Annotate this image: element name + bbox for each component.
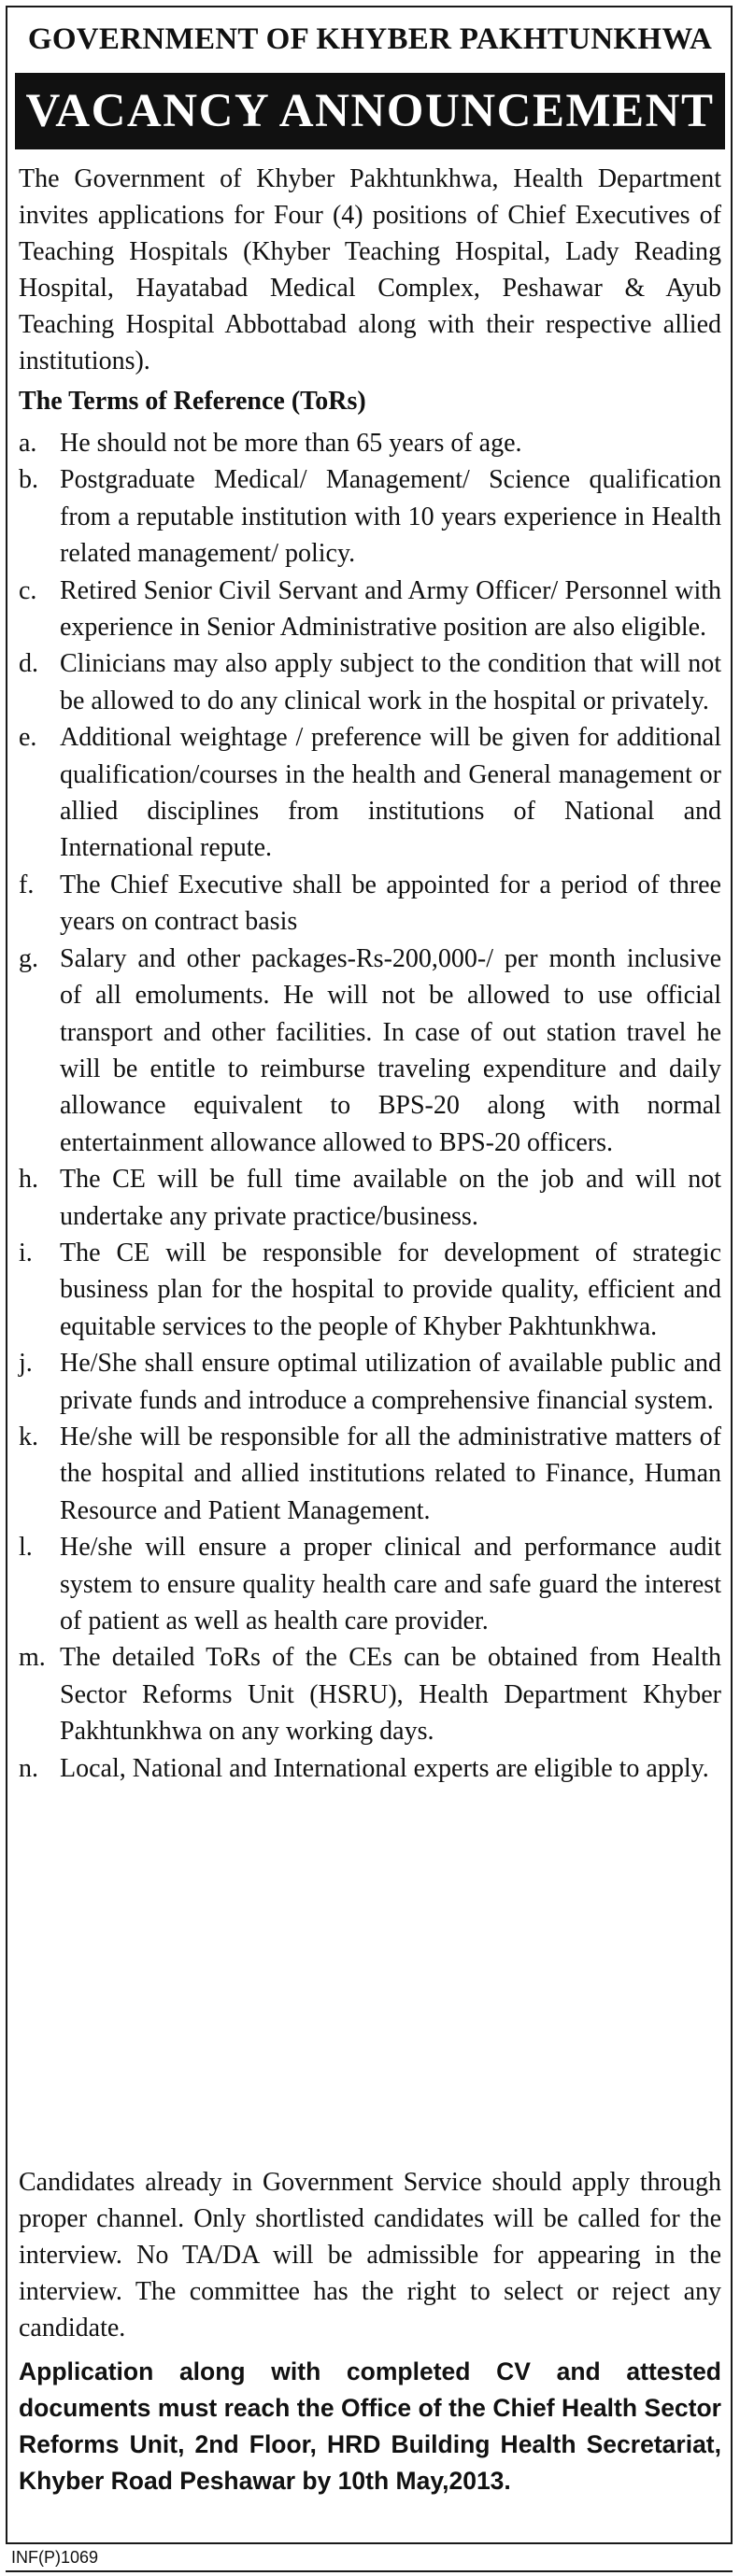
tor-item-letter: k. [19, 1422, 38, 1451]
tor-item-letter: f. [19, 870, 35, 899]
tor-item-letter: g. [19, 943, 38, 973]
tor-item-text: Salary and other packages-Rs-200,000-/ per month inclusive of all emoluments. He will not be allowed to use official transport and other facilities. In case of out station travel he will be entitle to reimburse traveling expenditure and daily allowance equivalent to BPS-20 along with normal entertainment allowance allowed to BPS-20 officers. [60, 943, 721, 1157]
tor-item-text: He/she will ensure a proper clinical and performance audit system to ensure quality health care and safe guard the interest of patient as well as health care provider. [60, 1533, 721, 1635]
reference-number: INF(P)1069 [11, 2548, 99, 2567]
tor-item-letter: i. [19, 1238, 33, 1267]
announcement-title-banner: VACANCY ANNOUNCEMENT [15, 73, 725, 149]
tor-item-text: Retired Senior Civil Servant and Army Officer/ Personnel with experience in Senior Administrative position are also eligible. [60, 575, 721, 643]
tor-item [19, 941, 721, 1161]
closing-paragraph: Candidates already in Government Service should apply through proper channel. Only shortlisted candidates will be called for the interview. No TA/DA will be admissible for appearing in the interview. The committee has the right to select or reject any candidate. [19, 2168, 721, 2342]
tor-item-text: He should not be more than 65 years of age. [60, 429, 522, 458]
tor-item-text: The CE will be full time available on the job and will not undertake any private practice/business. [60, 1165, 721, 1231]
tor-item [19, 425, 721, 461]
tor-item-text: He/She shall ensure optimal utilization of available public and private funds and introduce a comprehensive financial system. [60, 1349, 721, 1415]
tor-item [19, 461, 721, 572]
intro-paragraph: The Government of Khyber Pakhtunkhwa, Health Department invites applications for Four (4) positions of Chief Executives of Teaching Hospitals (Khyber Teaching Hospital, Lady Reading Hospital, Hayatabad Medical Complex, Peshawar & Ayub Teaching Hospital Abbottabad along with their respective allied institutions). [19, 164, 721, 375]
tor-item [19, 1529, 721, 1639]
application-instructions: Application along with completed CV and attested documents must reach the Office of the Chief Health Sector Reforms Unit, 2nd Floor, HRD Building Health Secretariat, Khyber Road Peshawar by 10th May,2013. [19, 2357, 721, 2495]
tor-item-letter: h. [19, 1165, 38, 1195]
tor-item-text: Postgraduate Medical/ Management/ Science qualification from a reputable institution with 10 years experience in Health related management/ policy. [60, 465, 721, 569]
tor-item [19, 719, 721, 867]
tor-item [19, 867, 721, 941]
tor-item-text: Local, National and International experts are eligible to apply. [60, 1753, 709, 1783]
tor-item-text: The detailed ToRs of the CEs can be obtained from Health Sector Reforms Unit (HSRU), Health Department Khyber Pakhtunkhwa on any working days. [60, 1643, 721, 1747]
tor-list [19, 425, 721, 1787]
tor-item-text: Clinicians may also apply subject to the condition that will not be allowed to do any clinical work in the hospital or privately. [60, 649, 721, 715]
tor-item [19, 1419, 721, 1529]
tor-item [19, 1639, 721, 1749]
tor-item-text: The Chief Executive shall be appointed for a period of three years on contract basis [60, 870, 721, 937]
tor-item-letter: l. [19, 1533, 33, 1563]
tor-item-text: The CE will be responsible for development of strategic business plan for the hospital to provide quality, efficient and equitable services to the people of Khyber Pakhtunkhwa. [60, 1238, 721, 1341]
tor-item [19, 1345, 721, 1419]
tor-item [19, 645, 721, 719]
tor-item-letter: b. [19, 465, 38, 495]
tor-item-letter: e. [19, 723, 37, 753]
tor-item [19, 1161, 721, 1235]
tor-item-letter: m. [19, 1643, 46, 1673]
tor-item-letter: j. [19, 1349, 33, 1379]
government-header: GOVERNMENT OF KHYBER PAKHTUNKHWA [27, 21, 713, 56]
tor-heading: The Terms of Reference (ToRs) [19, 387, 366, 416]
bottom-divider [6, 2570, 733, 2572]
tor-item-letter: c. [19, 575, 37, 605]
tor-item-letter: n. [19, 1753, 38, 1783]
tor-item-letter: a. [19, 429, 37, 458]
tor-item [19, 1750, 721, 1787]
tor-item-letter: d. [19, 649, 38, 679]
tor-item [19, 1235, 721, 1345]
tor-item [19, 573, 721, 646]
tor-item-text: He/she will be responsible for all the administrative matters of the hospital and allied institutions related to Finance, Human Resource and Patient Management. [60, 1422, 721, 1525]
tor-item-text: Additional weightage / preference will be given for additional qualification/courses in the health and General management or allied disciplines from institutions of National and International repute. [60, 723, 721, 863]
